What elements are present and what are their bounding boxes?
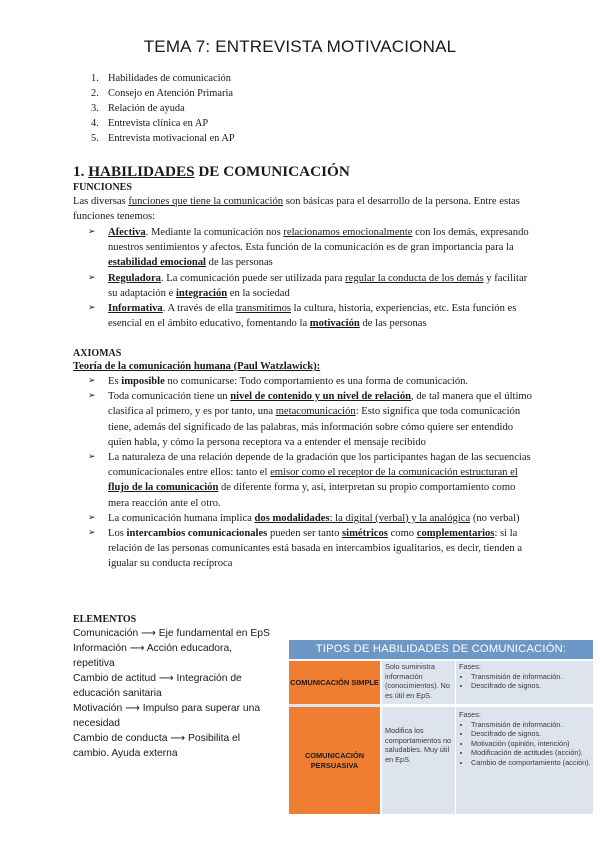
list-item: ➢ Los intercambios comunicacionales pueden ser tanto simétricos como complementarios: si la relación de las personas comunicantes está basada en intercambios igualitarios, es decir, tienden a igualar su conducta recíproca <box>88 528 523 570</box>
table-divider <box>380 661 382 814</box>
funciones-intro: Las diversas funciones que tiene la comunicación son básicas para el desarrollo de la persona. Entre estas funciones tenemos: <box>73 196 520 223</box>
list-item: Comunicación ⟶ Eje fundamental en EpS <box>73 628 270 639</box>
list-item: Información ⟶ Acción educadora, repetitiva <box>73 643 233 669</box>
arrowhead-bullet-icon: ➢ <box>88 376 96 386</box>
list-item: • Motivación (opinión, intención) <box>471 739 591 749</box>
arrowhead-bullet-icon: ➢ <box>88 512 96 523</box>
arrow-right-icon: ⟶ <box>141 628 156 639</box>
subheading-funciones: FUNCIONES <box>73 182 132 193</box>
funciones-list <box>73 225 533 331</box>
table-cell-desc: Modifica los comportamientos no saludables. Muy útil en EpS. <box>385 726 452 764</box>
list-item: Motivación ⟶ Impulso para superar una necesidad <box>73 703 261 729</box>
list-item: • Transmisión de información. <box>471 720 591 730</box>
list-item: • Descifrado de signos. <box>471 681 591 691</box>
table-divider <box>380 704 593 707</box>
list-item: ➢ La naturaleza de una relación depende de la gradación que los participantes hagan de las secuencias comunicacionales entre ellos: tanto el emisor como el receptor de la comunicación estructuran el flujo de la comunicación de diferente forma y, así, interpretan su propio comportamiento como mera reacción ante el otro. <box>88 452 531 509</box>
toc-item: 4. Entrevista clínica en AP <box>91 118 209 129</box>
elementos-list <box>73 626 273 761</box>
page-title: TEMA 7: ENTREVISTA MOTIVACIONAL <box>143 37 457 56</box>
axiomas-theory: Teoría de la comunicación humana (Paul Watzlawick): <box>73 361 321 372</box>
arrow-right-icon: ⟶ <box>158 673 174 684</box>
table-cell-phases: Fases: • Transmisión de información. • Descifrado de signos. • Motivación (opinión, intención) • Modificación de actitudes (acción). • Cambio de comportamiento (acción). <box>459 710 591 768</box>
list-item: ➢ Es imposible no comunicarse: Todo comportamiento es una forma de comunicación. <box>73 374 533 389</box>
arrowhead-bullet-icon: ➢ <box>88 391 96 402</box>
list-item: Cambio de actitud ⟶ Integración de educación sanitaria <box>73 673 242 699</box>
row-label-persuasiva: COMUNICACIÓN PERSUASIVA <box>289 707 380 814</box>
list-item: • Cambio de comportamiento (acción). <box>471 758 591 768</box>
table-header: TIPOS DE HABILIDADES DE COMUNICACIÓN: <box>289 640 593 659</box>
table-cell-phases: Fases: • Transmisión de información. • Descifrado de signos. <box>459 662 591 691</box>
toc-item: 1. Habilidades de comunicación <box>91 73 231 84</box>
arrow-right-icon: ⟶ <box>170 733 186 744</box>
toc-item: 3. Relación de ayuda <box>91 103 185 114</box>
axiomas-list <box>73 374 533 572</box>
subheading-axiomas: AXIOMAS <box>73 348 122 359</box>
toc-item: 5. Entrevista motivacional en AP <box>91 133 235 144</box>
arrowhead-bullet-icon: ➢ <box>88 452 96 463</box>
list-item: ➢ La comunicación humana implica dos modalidades: la digital (verbal) y la analógica (no verbal) <box>73 511 533 526</box>
communication-types-table <box>289 640 593 814</box>
list-item: Cambio de conducta ⟶ Posibilita el cambio. Ayuda externa <box>73 733 241 759</box>
row-label-simple: COMUNICACIÓN SIMPLE <box>289 661 380 704</box>
table-of-contents <box>91 71 235 146</box>
section-heading: 1. HABILIDADES DE COMUNICACIÓN <box>73 163 350 180</box>
table-cell-desc: Solo suministra información (conocimientos). No es útil en EpS. <box>385 662 450 700</box>
list-item: • Modificación de actitudes (acción). <box>471 748 591 758</box>
arrow-right-icon: ⟶ <box>129 643 145 654</box>
list-item: ➢ Afectiva. Mediante la comunicación nos relacionamos emocionalmente con los demás, expresando nuestros sentimientos y afectos. Esta función de la comunicación es de gran importancia para la estabilidad emocional de las personas <box>88 227 529 269</box>
list-item: • Transmisión de información. <box>471 672 591 682</box>
arrowhead-bullet-icon: ➢ <box>88 303 96 314</box>
arrowhead-bullet-icon: ➢ <box>88 227 96 237</box>
arrowhead-bullet-icon: ➢ <box>88 272 96 283</box>
subheading-elementos: ELEMENTOS <box>73 614 137 625</box>
list-item: ➢ Toda comunicación tiene un nivel de contenido y un nivel de relación, de tal manera que el último clasifica al primero, y es por tanto, una metacomunicación: Esto significa que toda comunicación tiene, además del significado de las palabras, más información sobre cómo quiere ser entendido quien habla, y cómo la persona receptora va a entender el mensaje recibido <box>88 391 532 448</box>
arrow-right-icon: ⟶ <box>125 703 140 714</box>
list-item: ➢ Reguladora. La comunicación puede ser utilizada para regular la conducta de los demás y facilitar su adaptación e integración en la sociedad <box>88 272 528 299</box>
arrowhead-bullet-icon: ➢ <box>88 528 96 539</box>
toc-item: 2. Consejo en Atención Primaria <box>91 88 233 99</box>
list-item: • Descifrado de signos. <box>471 729 591 739</box>
list-item: ➢ Informativa. A través de ella transmitimos la cultura, historia, experiencias, etc. Esta función es esencial en el ámbito educativo, fomentando la motivación de las personas <box>88 303 517 330</box>
table-divider <box>455 661 456 814</box>
